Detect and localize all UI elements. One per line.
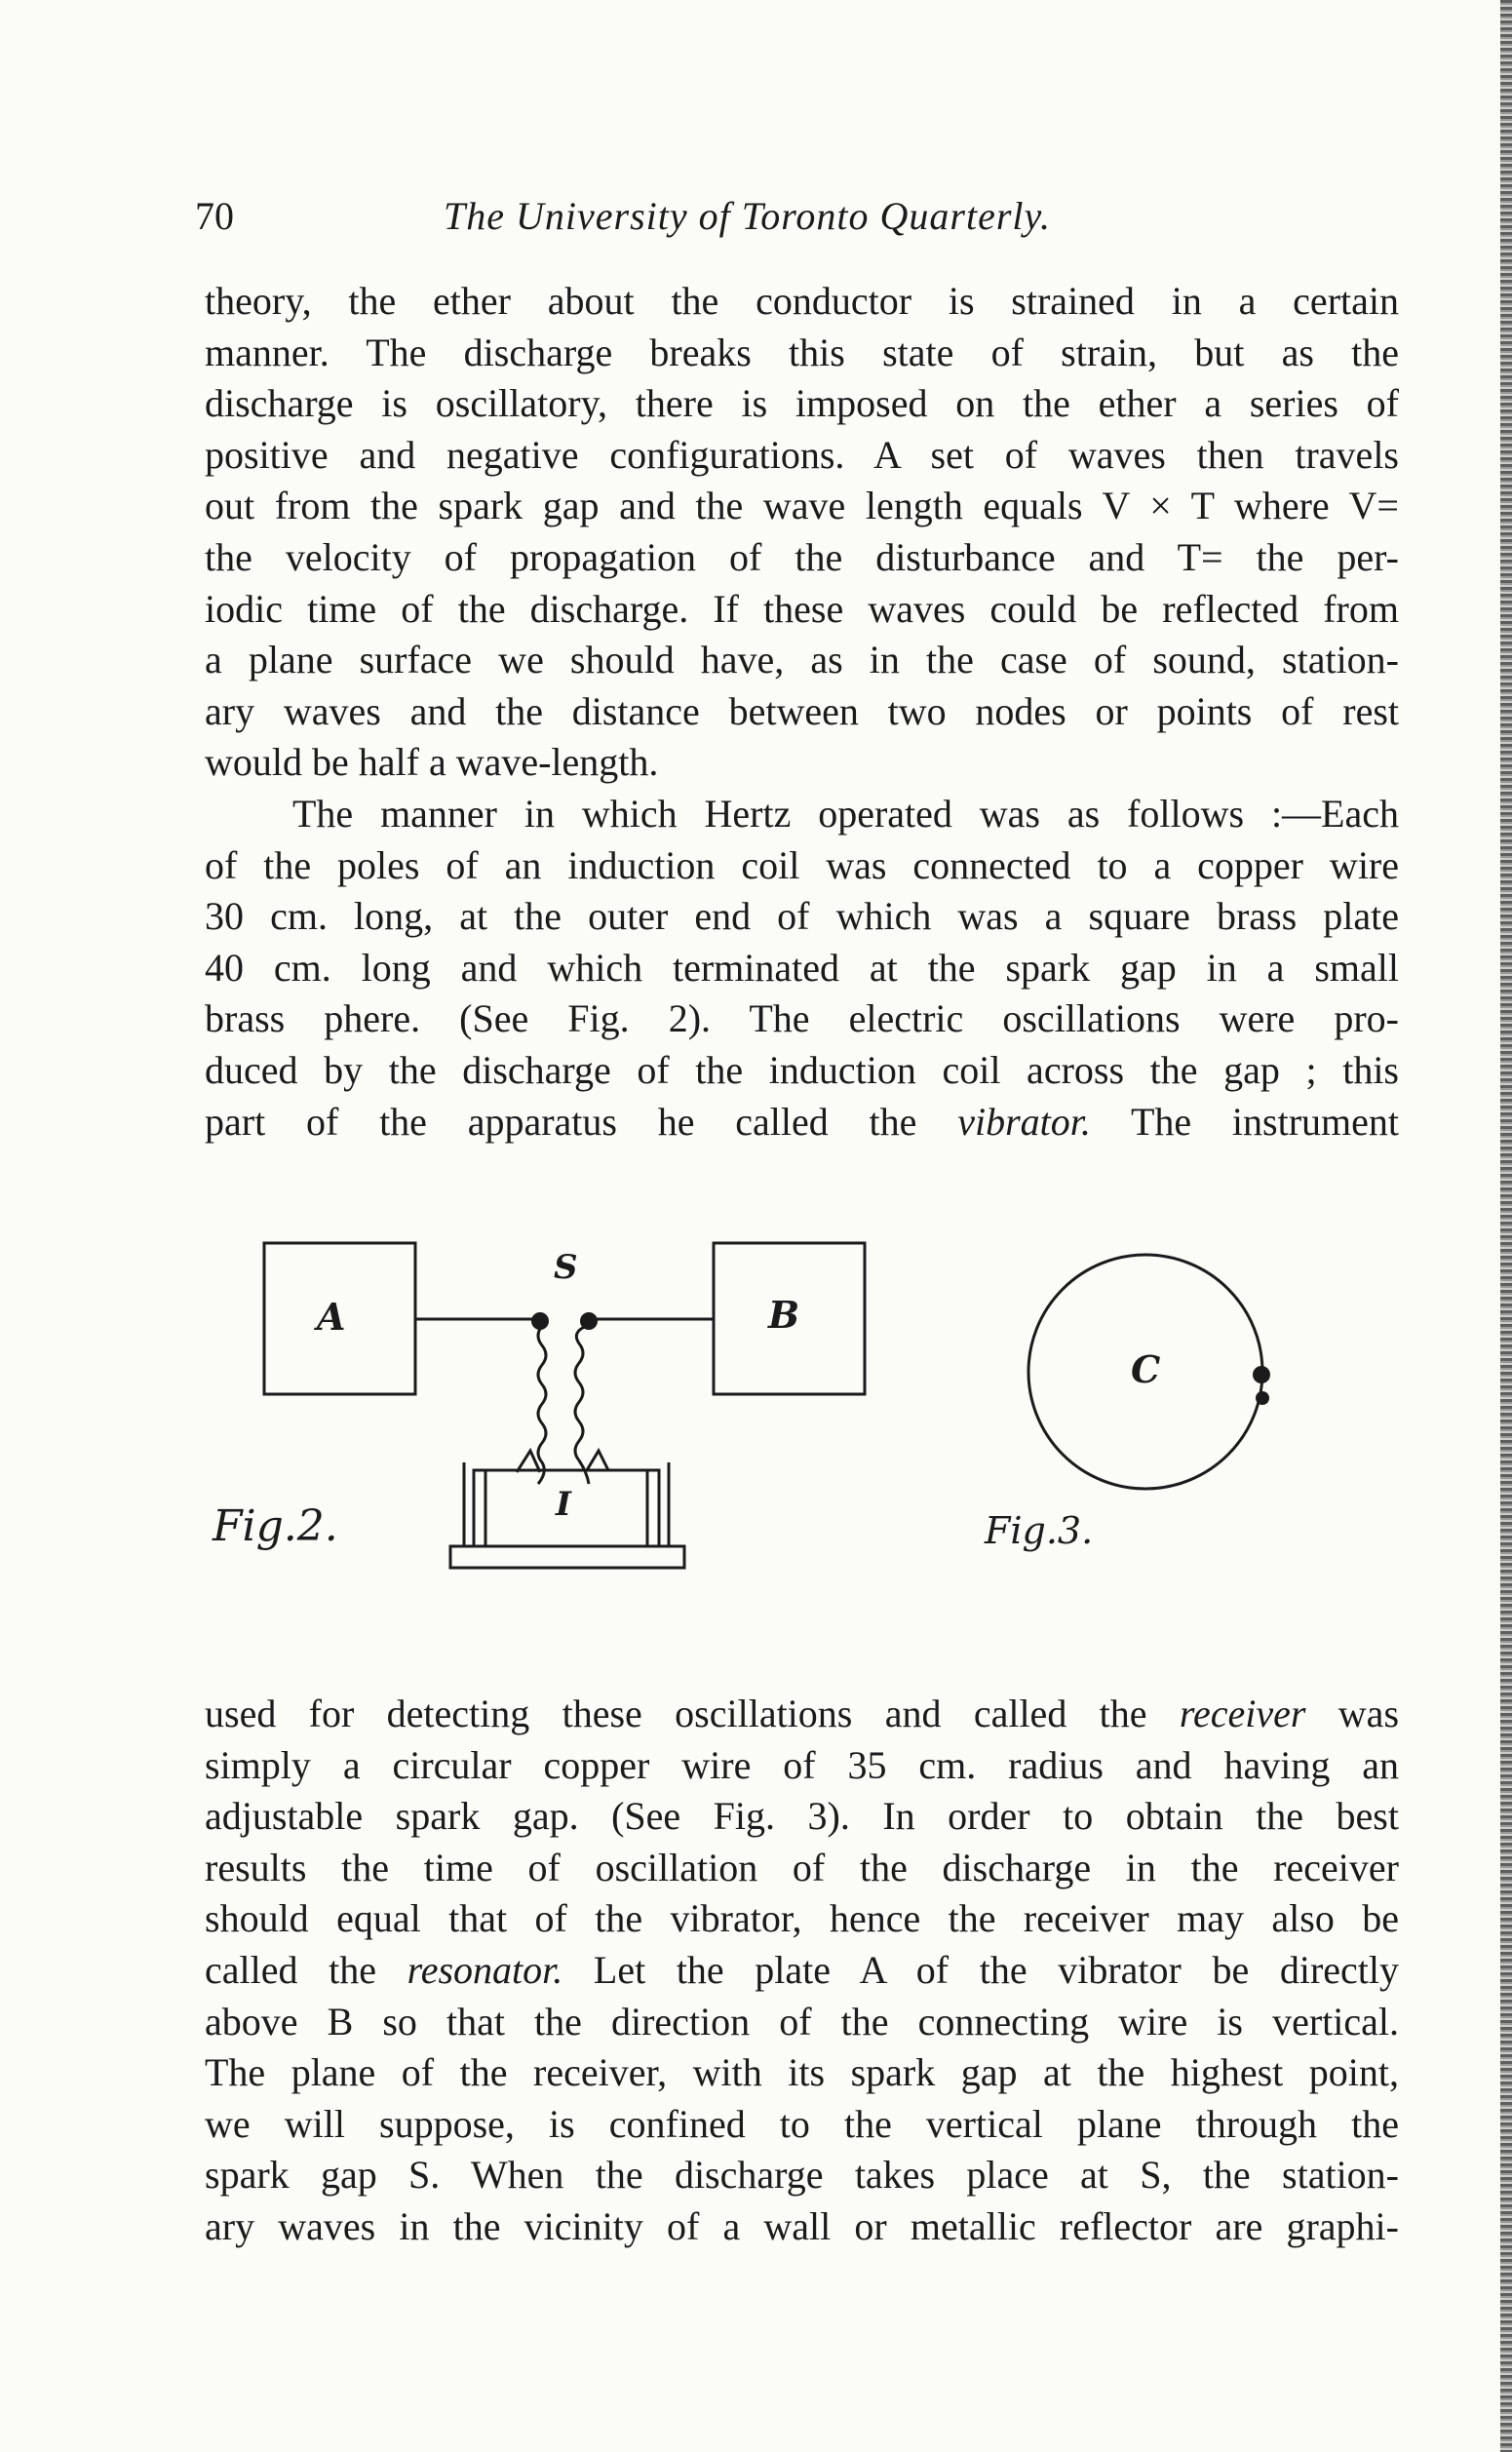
plate-a-label: A xyxy=(317,1295,346,1339)
body-text-bottom xyxy=(205,1689,1399,2253)
scan-edge xyxy=(1500,0,1512,2452)
text-line-mixed xyxy=(205,1097,1399,1148)
text-line: of the poles of an induction coil was connected to a copper wire xyxy=(205,842,1399,887)
text-line: duced by the discharge of the induction coil across the gap ; this xyxy=(205,1047,1399,1092)
receiver-gap-ball-bottom xyxy=(1256,1391,1269,1405)
text-segment: part of the apparatus he called the xyxy=(205,1099,917,1144)
coil-lead-right xyxy=(575,1326,589,1484)
text-line-mixed xyxy=(205,1689,1399,1740)
spark-gap-label: S xyxy=(554,1248,578,1287)
receiver-label: C xyxy=(1131,1347,1161,1391)
text-line: out from the spark gap and the wave length equals V × T where V= xyxy=(205,484,1399,528)
text-line: brass phere. (See Fig. 2). The electric oscillations were pro- xyxy=(205,996,1399,1041)
figure-drawing xyxy=(195,1209,1414,1638)
text-line: should equal that of the vibrator, hence the receiver may also be xyxy=(205,1896,1399,1941)
text-line: The plane of the receiver, with its spark gap at the highest point, xyxy=(205,2050,1399,2095)
text-line: 40 cm. long and which terminated at the spark gap in a small xyxy=(205,945,1399,990)
terminal-right xyxy=(587,1451,608,1470)
text-line: simply a circular copper wire of 35 cm. radius and having an xyxy=(205,1742,1399,1787)
italic-term-vibrator: vibrator. xyxy=(957,1099,1091,1144)
italic-term-receiver: receiver xyxy=(1179,1692,1306,1735)
page-number: 70 xyxy=(195,194,234,238)
figures-area xyxy=(195,1209,1414,1638)
running-title: The University of Toronto Quarterly. xyxy=(444,194,1052,238)
text-segment: Let the plate A of the vibrator be directly xyxy=(593,1947,1399,1992)
plate-b-label: B xyxy=(768,1293,800,1337)
text-line: discharge is oscillatory, there is imposed on the ether a series of xyxy=(205,381,1399,426)
text-line: iodic time of the discharge. If these waves could be reflected from xyxy=(205,586,1399,631)
text-line: theory, the ether about the conductor is strained in a certain xyxy=(205,279,1399,323)
text-line: adjustable spark gap. (See Fig. 3). In order to obtain the best xyxy=(205,1794,1399,1839)
text-line: spark gap S. When the discharge takes place at S, the station- xyxy=(205,2153,1399,2198)
fig2-caption: Fig.2. xyxy=(213,1501,338,1551)
coil-lead-left xyxy=(538,1326,546,1484)
spark-ball-left xyxy=(531,1312,549,1330)
text-line: we will suppose, is confined to the vertical plane through the xyxy=(205,2101,1399,2146)
body-text-top xyxy=(205,276,1399,1148)
italic-term-resonator: resonator. xyxy=(407,1947,563,1992)
text-segment: The instrument xyxy=(1130,1099,1400,1144)
text-line: above B so that the direction of the connecting wire is vertical. xyxy=(205,1999,1399,2043)
text-line: The manner in which Hertz operated was as follows :—Each xyxy=(292,791,1399,836)
text-line: 30 cm. long, at the outer end of which was a square brass plate xyxy=(205,894,1399,939)
text-line: ary waves in the vicinity of a wall or metallic reflector are graphi- xyxy=(205,2203,1399,2248)
text-line: ary waves and the distance between two nodes or points of rest xyxy=(205,688,1399,733)
text-segment: was xyxy=(1338,1692,1400,1735)
text-line: the velocity of propagation of the disturbance and T= the per- xyxy=(205,534,1399,579)
text-line-mixed xyxy=(205,1945,1399,1997)
spark-ball-right xyxy=(580,1312,598,1330)
text-line: manner. The discharge breaks this state of strain, but as the xyxy=(205,330,1399,374)
text-segment: used for detecting these oscillations and called the xyxy=(205,1692,1147,1735)
text-line: results the time of oscillation of the discharge in the receiver xyxy=(205,1845,1399,1889)
text-line: a plane surface we should have, as in the case of sound, station- xyxy=(205,638,1399,682)
text-line: would be half a wave-length. xyxy=(205,740,659,785)
coil-label: I xyxy=(556,1485,571,1524)
page-header xyxy=(195,193,1394,252)
text-line: positive and negative configurations. A set of waves then travels xyxy=(205,432,1399,477)
receiver-gap-ball-top xyxy=(1253,1366,1270,1383)
text-segment: called the xyxy=(205,1947,376,1992)
coil-base xyxy=(450,1546,684,1568)
fig3-caption: Fig.3. xyxy=(985,1509,1094,1552)
